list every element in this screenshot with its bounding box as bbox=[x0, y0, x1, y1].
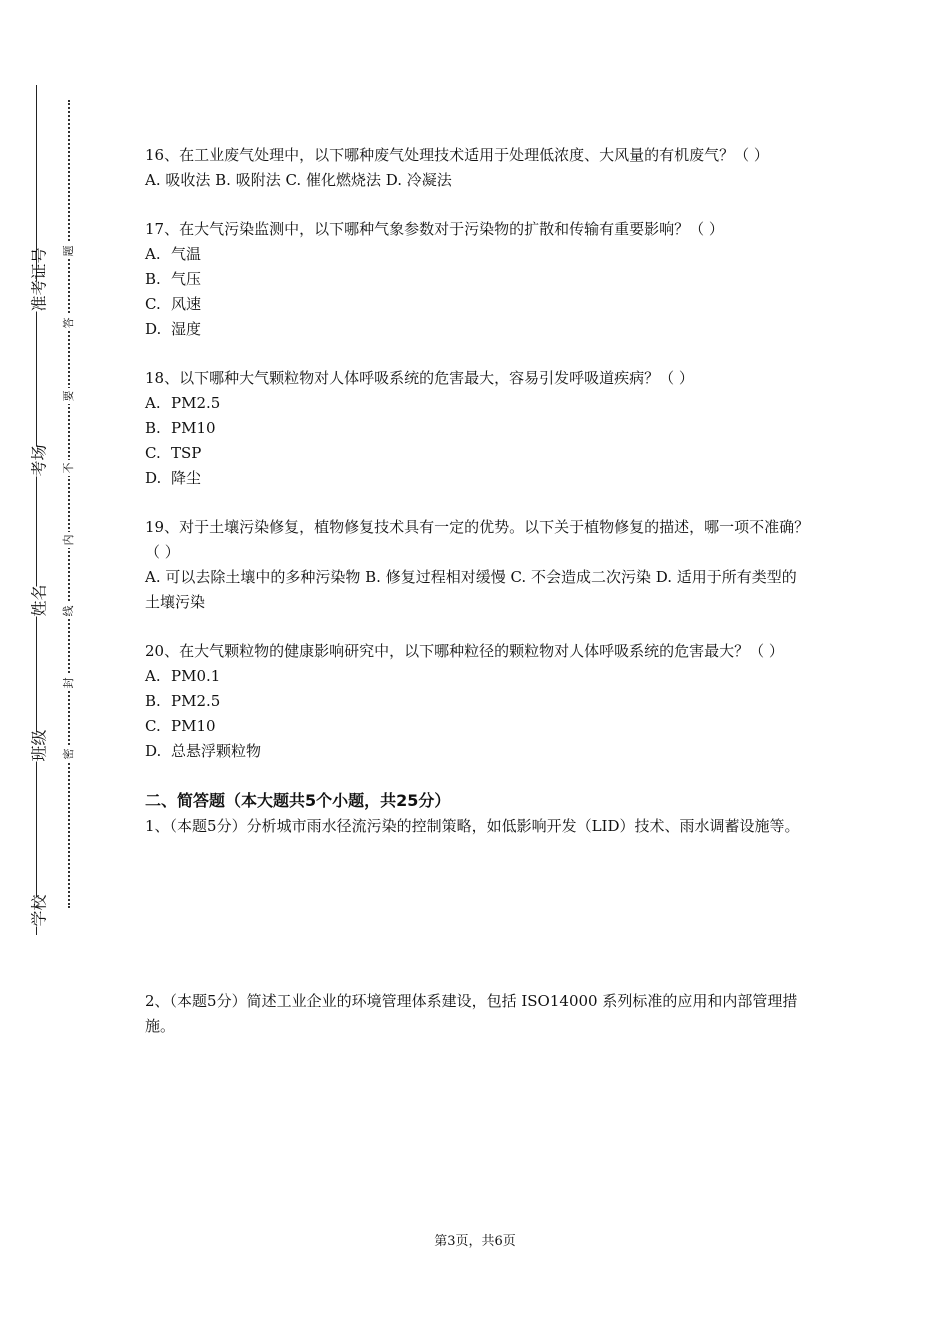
seal-char: 线 bbox=[60, 603, 76, 619]
question-options: A. 吸收法 B. 吸附法 C. 催化燃烧法 D. 冷凝法 bbox=[145, 171, 452, 189]
option-a: A. PM0.1 bbox=[145, 667, 221, 685]
question-stem: 16、在工业废气处理中，以下哪种废气处理技术适用于处理低浓度、大风量的有机废气？（ ） bbox=[145, 146, 769, 164]
page-number: 第3页，共6页 bbox=[434, 1234, 516, 1249]
answer-space bbox=[145, 839, 810, 989]
question-stem: 17、在大气污染监测中，以下哪种气象参数对于污染物的扩散和传输有重要影响？（ ） bbox=[145, 220, 724, 238]
class-label: 班级 bbox=[27, 732, 50, 762]
question-18 bbox=[145, 366, 810, 491]
question-19 bbox=[145, 515, 810, 615]
seal-char: 封 bbox=[60, 675, 76, 691]
question-stem: 19、对于土壤污染修复，植物修复技术具有一定的优势。以下关于植物修复的描述，哪一项不准确？（ ） bbox=[145, 518, 810, 561]
option-a: A. PM2.5 bbox=[145, 394, 221, 412]
option-b: B. 气压 bbox=[145, 270, 202, 288]
name-label: 姓名 bbox=[27, 587, 50, 617]
essay-question-2: 2、（本题5分）简述工业企业的环境管理体系建设，包括 ISO14000 系列标准的应用和内部管理措施。 bbox=[145, 992, 798, 1035]
section-title: 二、简答题（本大题共5个小题，共25分） bbox=[145, 791, 451, 810]
seal-char: 不 bbox=[60, 460, 76, 476]
option-c: C. TSP bbox=[145, 444, 202, 462]
question-options: A. 可以去除土壤中的多种污染物 B. 修复过程相对缓慢 C. 不会造成二次污染 D. 适用于所有类型的土壤污染 bbox=[145, 568, 797, 611]
seal-dotted-line bbox=[68, 100, 70, 908]
exam-content bbox=[145, 143, 810, 1039]
question-stem: 18、以下哪种大气颗粒物对人体呼吸系统的危害最大，容易引发呼吸道疾病？（ ） bbox=[145, 369, 694, 387]
option-b: B. PM10 bbox=[145, 419, 216, 437]
option-c: C. PM10 bbox=[145, 717, 216, 735]
question-stem: 20、在大气颗粒物的健康影响研究中，以下哪种粒径的颗粒物对人体呼吸系统的危害最大？（ ） bbox=[145, 642, 784, 660]
option-c: C. 风速 bbox=[145, 295, 202, 313]
seal-char: 题 bbox=[60, 243, 76, 259]
option-b: B. PM2.5 bbox=[145, 692, 221, 710]
seal-char: 答 bbox=[60, 315, 76, 331]
seal-char: 密 bbox=[60, 746, 76, 762]
option-d: D. 总悬浮颗粒物 bbox=[145, 742, 262, 760]
option-a: A. 气温 bbox=[145, 245, 202, 263]
seal-char: 要 bbox=[60, 388, 76, 404]
school-label: 学校 bbox=[27, 897, 50, 927]
binding-margin bbox=[0, 0, 110, 1344]
question-16 bbox=[145, 143, 810, 193]
binding-solid-line bbox=[36, 85, 37, 935]
option-d: D. 湿度 bbox=[145, 320, 202, 338]
ticket-number-label: 准考证号 bbox=[27, 282, 50, 312]
exam-room-label: 考场 bbox=[27, 447, 50, 477]
question-20 bbox=[145, 639, 810, 764]
essay-question-1: 1、（本题5分）分析城市雨水径流污染的控制策略，如低影响开发（LID）技术、雨水调蓄设施等。 bbox=[145, 817, 800, 835]
option-d: D. 降尘 bbox=[145, 469, 202, 487]
seal-char: 内 bbox=[60, 532, 76, 548]
question-17 bbox=[145, 217, 810, 342]
